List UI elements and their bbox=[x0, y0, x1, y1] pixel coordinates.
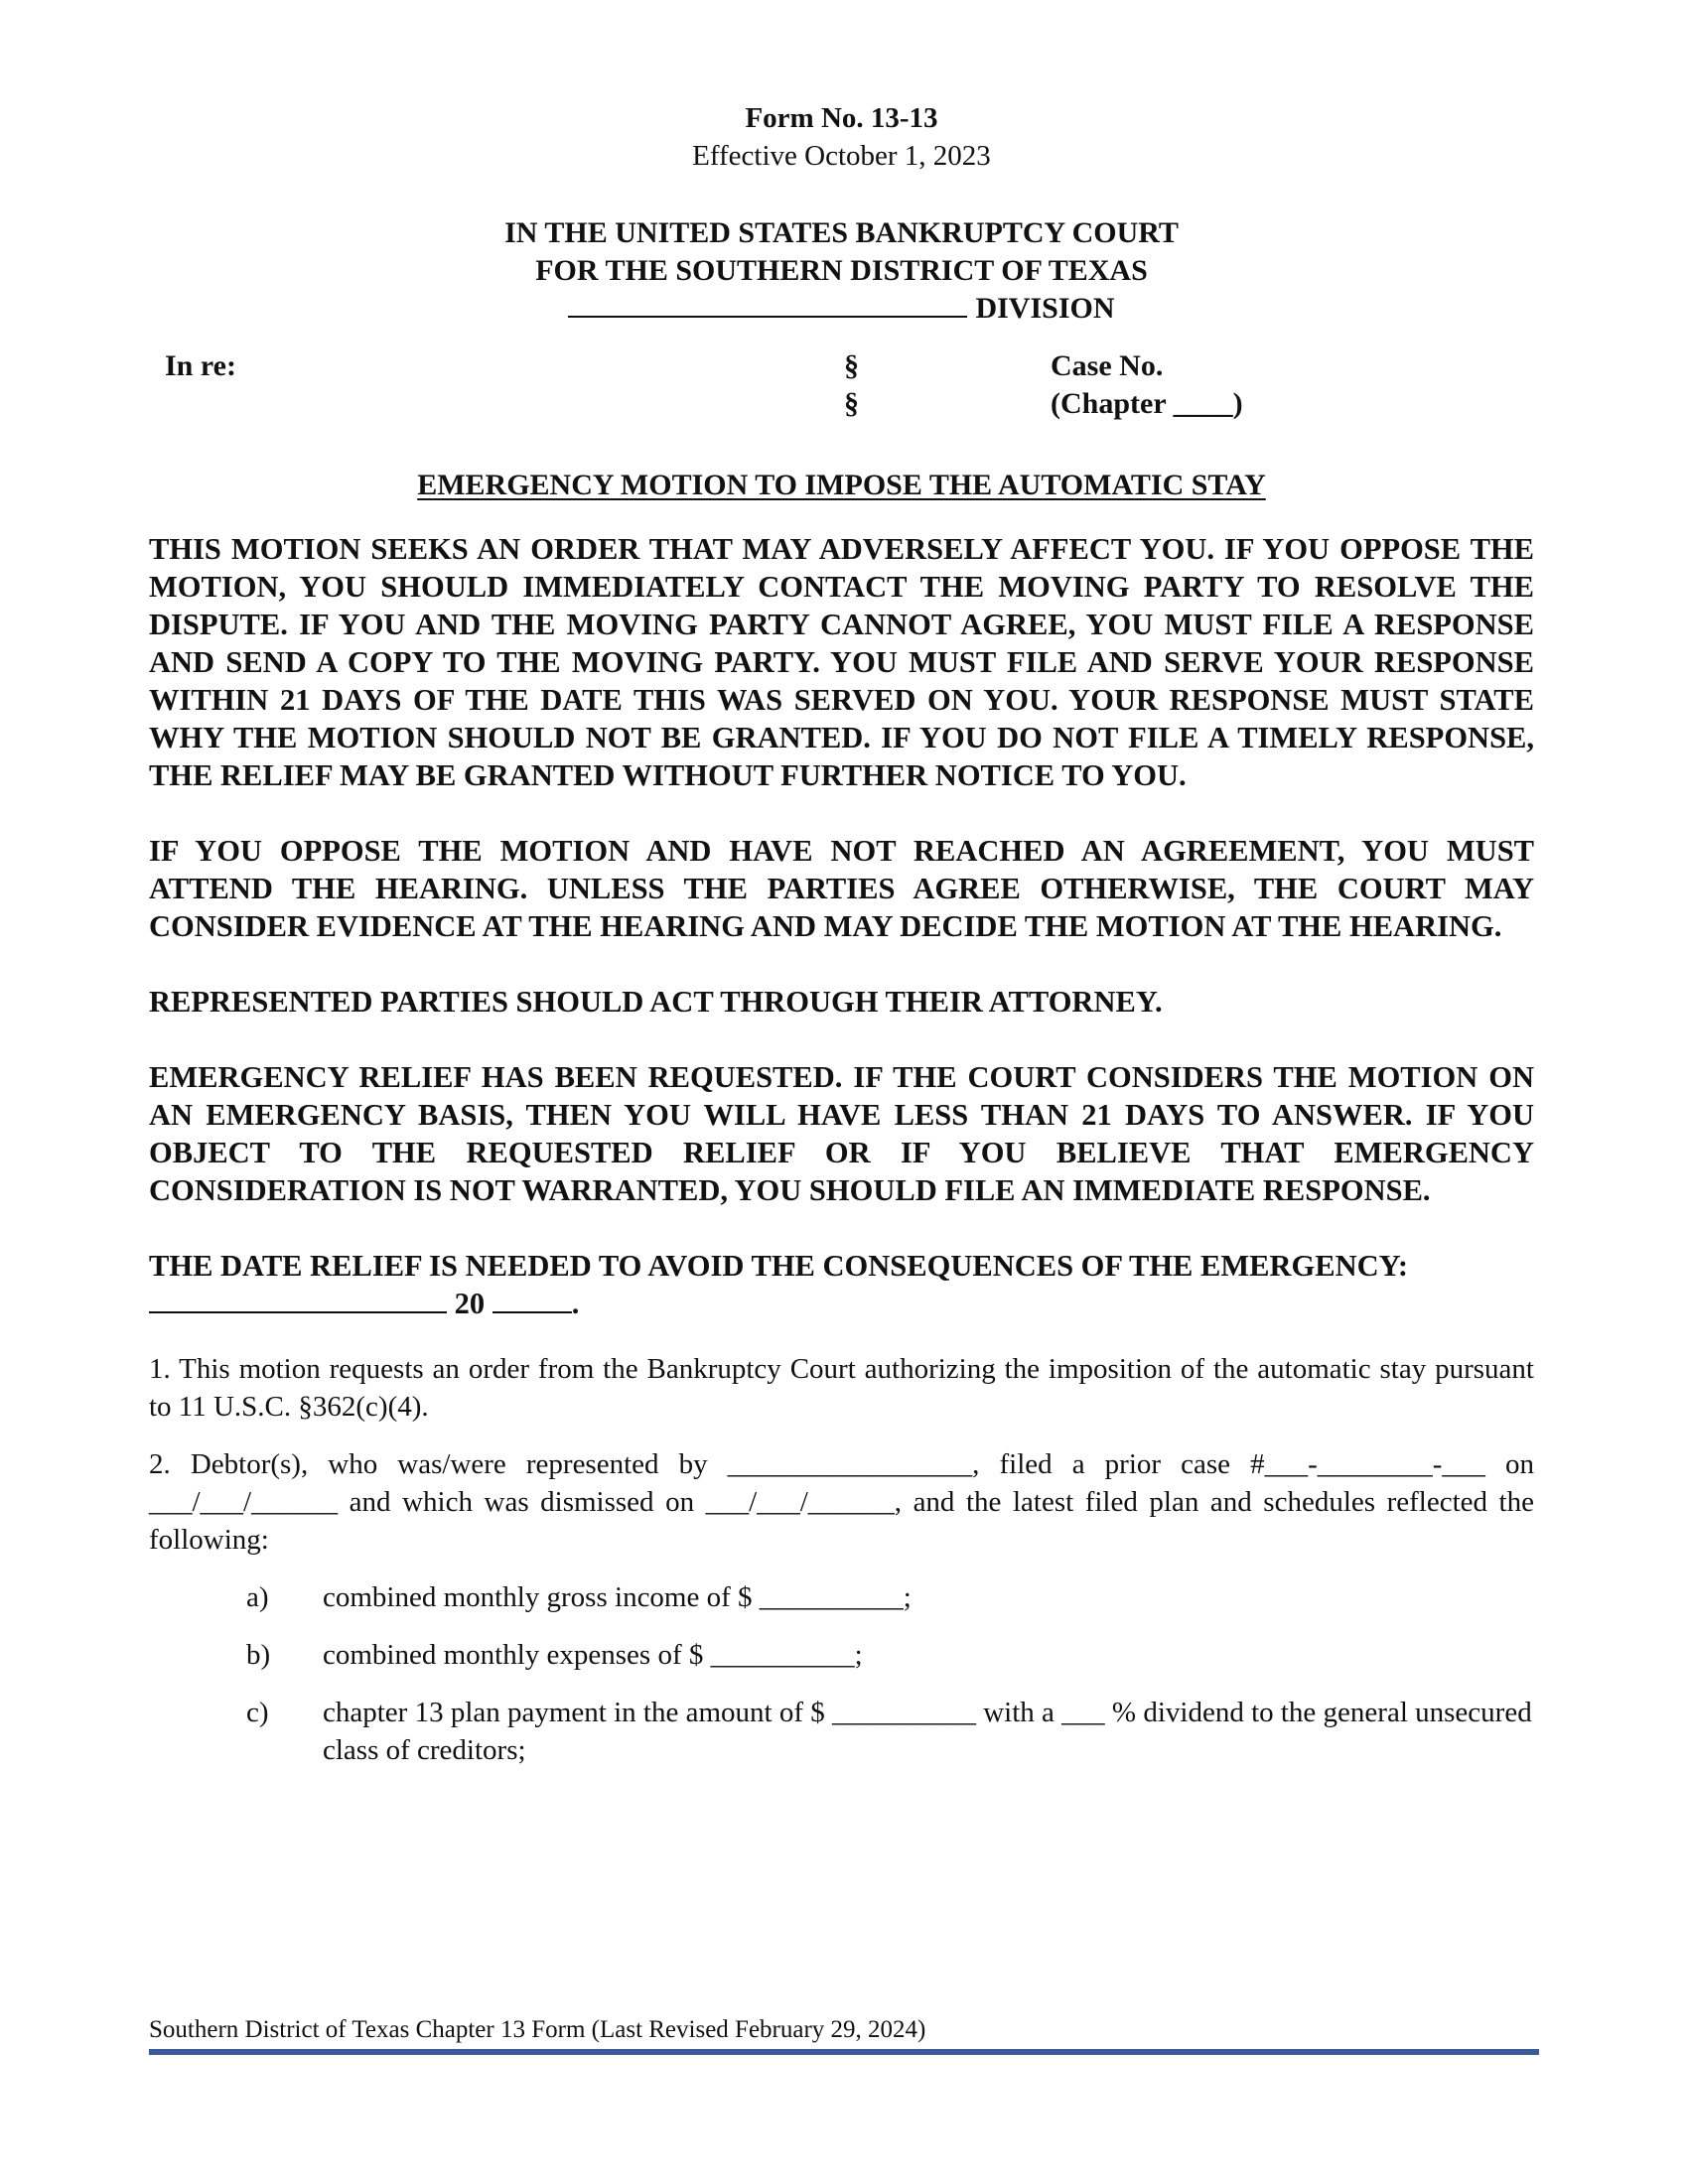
section-symbols bbox=[844, 347, 859, 423]
relief-date-blank bbox=[149, 1286, 447, 1313]
relief-year-blank bbox=[492, 1286, 572, 1313]
numbered-paragraph: 2. Debtor(s), who was/were represented by _________________, filed a prior case #___-________-___ on ___/___/______ and which was dismissed on ___/___/______, and the latest filed plan and schedules reflected the following: bbox=[149, 1448, 1534, 1556]
numbered-paragraph: 1. This motion requests an order from the Bankruptcy Court authorizing the imposition of the automatic stay pursuant to 11 U.S.C. §362(c)(4). bbox=[149, 1353, 1534, 1423]
case-caption bbox=[149, 347, 1534, 437]
relief-date-block bbox=[149, 1247, 1534, 1322]
in-re-label: In re: bbox=[165, 349, 236, 382]
division-label: DIVISION bbox=[975, 292, 1115, 325]
case-info bbox=[1051, 347, 1243, 423]
list-item bbox=[149, 1636, 1534, 1674]
effective-date: Effective October 1, 2023 bbox=[692, 140, 991, 172]
list-item bbox=[149, 1578, 1534, 1616]
notice-paragraph: EMERGENCY RELIEF HAS BEEN REQUESTED. IF THE COURT CONSIDERS THE MOTION ON AN EMERGENCY BASIS, THEN YOU WILL HAVE LESS THAN 21 DAYS TO ANSWER. IF YOU OBJECT TO THE REQUESTED RELIEF OR IF YOU BELIEVE THAT EMERGENCY CONSIDERATION IS NOT WARRANTED, YOU SHOULD FILE AN IMMEDIATE RESPONSE. bbox=[149, 1060, 1534, 1207]
document-page bbox=[149, 99, 1534, 1769]
relief-date-period: . bbox=[571, 1287, 580, 1320]
page-footer bbox=[149, 2015, 1539, 2055]
list-item-label: b) bbox=[246, 1639, 271, 1671]
relief-date-label: THE DATE RELIEF IS NEEDED TO AVOID THE CONSEQUENCES OF THE EMERGENCY: bbox=[149, 1249, 1409, 1283]
court-line-1: IN THE UNITED STATES BANKRUPTCY COURT bbox=[504, 216, 1179, 249]
court-heading bbox=[149, 214, 1534, 328]
motion-title: EMERGENCY MOTION TO IMPOSE THE AUTOMATIC STAY bbox=[417, 469, 1266, 501]
form-number: Form No. 13-13 bbox=[745, 102, 938, 134]
court-line-2: FOR THE SOUTHERN DISTRICT OF TEXAS bbox=[535, 254, 1148, 287]
list-item-label: a) bbox=[246, 1581, 269, 1613]
footer-text: Southern District of Texas Chapter 13 Form (Last Revised February 29, 2024) bbox=[149, 2016, 926, 2043]
section-symbol: § bbox=[844, 349, 859, 382]
footer-rule bbox=[149, 2049, 1539, 2055]
list-item bbox=[149, 1694, 1534, 1769]
notice-paragraph: IF YOU OPPOSE THE MOTION AND HAVE NOT REACHED AN AGREEMENT, YOU MUST ATTEND THE HEARING. UNLESS THE PARTIES AGREE OTHERWISE, THE COURT MAY CONSIDER EVIDENCE AT THE HEARING AND MAY DECIDE THE MOTION AT THE HEARING. bbox=[149, 834, 1534, 943]
list-item-text: combined monthly expenses of $ __________; bbox=[323, 1639, 863, 1671]
list-item-label: c) bbox=[246, 1697, 269, 1728]
list-item-text: combined monthly gross income of $ __________; bbox=[323, 1581, 912, 1613]
relief-date-fill bbox=[149, 1285, 1534, 1322]
section-symbol: § bbox=[844, 387, 859, 420]
division-line bbox=[149, 290, 1534, 328]
relief-year-prefix: 20 bbox=[454, 1287, 486, 1320]
notice-paragraph: THIS MOTION SEEKS AN ORDER THAT MAY ADVERSELY AFFECT YOU. IF YOU OPPOSE THE MOTION, YOU SHOULD IMMEDIATELY CONTACT THE MOVING PARTY TO RESOLVE THE DISPUTE. IF YOU AND THE MOVING PARTY CANNOT AGREE, YOU MUST FILE A RESPONSE AND SEND A COPY TO THE MOVING PARTY. YOU MUST FILE AND SERVE YOUR RESPONSE WITHIN 21 DAYS OF THE DATE THIS WAS SERVED ON YOU. YOUR RESPONSE MUST STATE WHY THE MOTION SHOULD NOT BE GRANTED. IF YOU DO NOT FILE A TIMELY RESPONSE, THE RELIEF MAY BE GRANTED WITHOUT FURTHER NOTICE TO YOU. bbox=[149, 532, 1534, 792]
list-item-text: chapter 13 plan payment in the amount of $ __________ with a ___ % dividend to the general unsecured class of creditors; bbox=[323, 1697, 1532, 1766]
notice-paragraph: REPRESENTED PARTIES SHOULD ACT THROUGH THEIR ATTORNEY. bbox=[149, 985, 1163, 1019]
case-number-label: Case No. bbox=[1051, 349, 1164, 382]
division-blank bbox=[568, 290, 967, 318]
chapter-label: (Chapter ____) bbox=[1051, 387, 1243, 420]
